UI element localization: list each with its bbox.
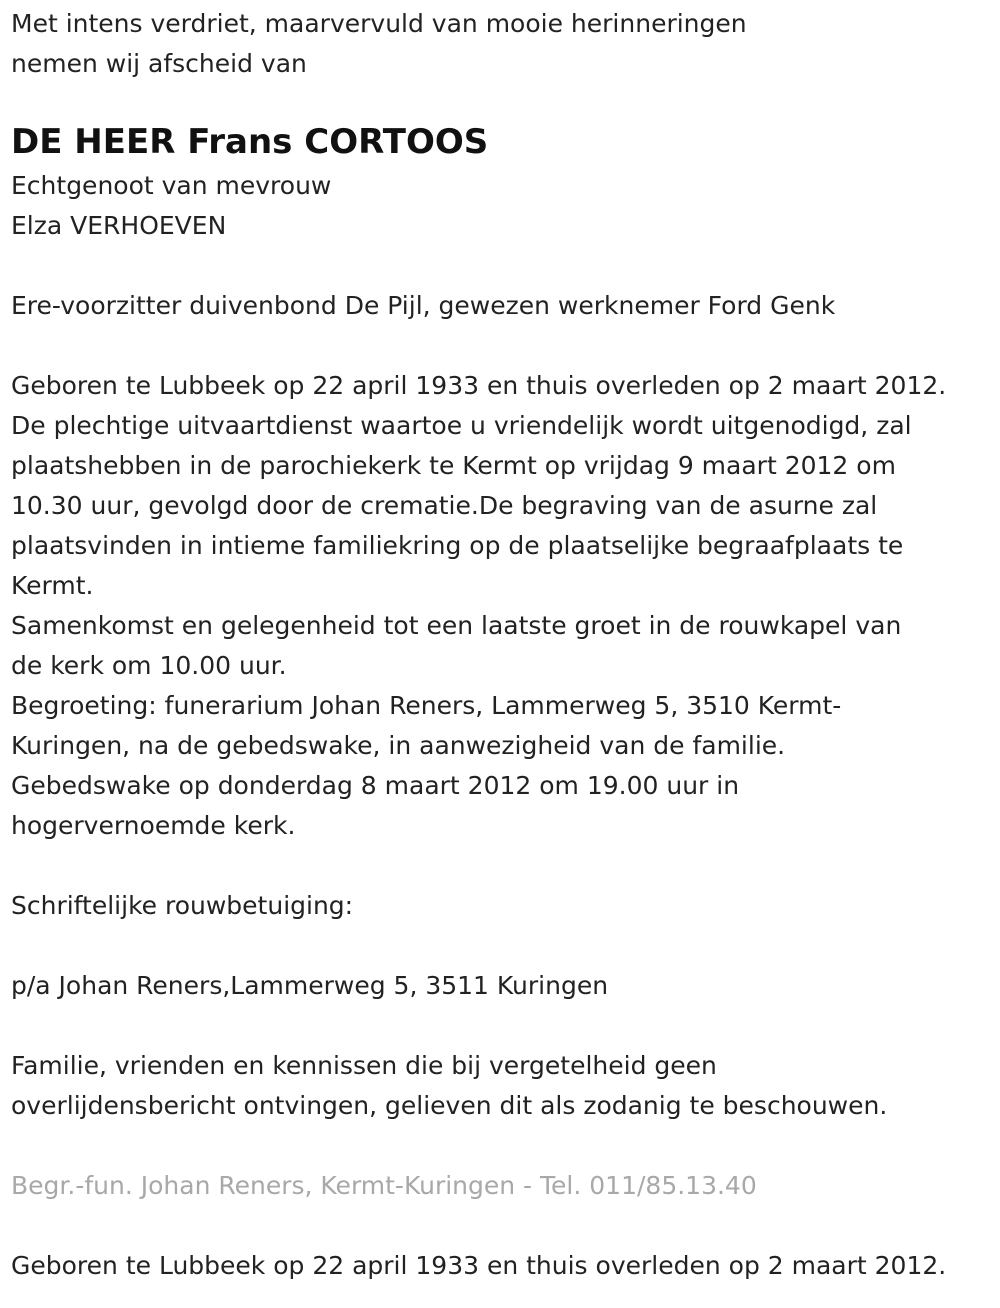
detail-line: Geboren te Lubbeek op 22 april 1933 en thuis overleden op 2 maart 2012. — [11, 371, 947, 400]
funeral-home-contact: Begr.-fun. Johan Reners, Kermt-Kuringen - Tel. 011/85.13.40 — [11, 1171, 757, 1200]
obituary-notice — [11, 4, 996, 1286]
detail-line: Begroeting: funerarium Johan Reners, Lammerweg 5, 3510 Kermt- — [11, 691, 842, 720]
spouse-line-2: Elza VERHOEVEN — [11, 211, 227, 240]
spouse-line-1: Echtgenoot van mevrouw — [11, 171, 332, 200]
spacer — [11, 326, 996, 366]
service-details — [11, 366, 996, 846]
spacer — [11, 1206, 996, 1246]
deceased-name: DE HEER Frans CORTOOS — [11, 122, 489, 162]
spacer — [11, 846, 996, 886]
detail-line: Gebedswake op donderdag 8 maart 2012 om 19.00 uur in — [11, 771, 740, 800]
detail-line: Samenkomst en gelegenheid tot een laatste groet in de rouwkapel van — [11, 611, 902, 640]
condolence-label: Schriftelijke rouwbetuiging: — [11, 891, 354, 920]
detail-line: de kerk om 10.00 uur. — [11, 651, 287, 680]
detail-line: Kermt. — [11, 571, 94, 600]
detail-line: Kuringen, na de gebedswake, in aanwezigheid van de familie. — [11, 731, 786, 760]
occupation-text: Ere-voorzitter duivenbond De Pijl, gewezen werknemer Ford Genk — [11, 291, 836, 320]
detail-line: De plechtige uitvaartdienst waartoe u vriendelijk wordt uitgenodigd, zal — [11, 411, 912, 440]
detail-line: hogervernoemde kerk. — [11, 811, 296, 840]
detail-line: plaatsvinden in intieme familiekring op de plaatselijke begraafplaats te — [11, 531, 904, 560]
spacer — [11, 1006, 996, 1046]
spacer — [11, 926, 996, 966]
spacer — [11, 246, 996, 286]
condolence-address: p/a Johan Reners,Lammerweg 5, 3511 Kuringen — [11, 971, 609, 1000]
spacer — [11, 1126, 996, 1166]
detail-line: 10.30 uur, gevolgd door de crematie.De begraving van de asurne zal — [11, 491, 878, 520]
detail-line: plaatshebben in de parochiekerk te Kermt op vrijdag 9 maart 2012 om — [11, 451, 896, 480]
intro-line-2: nemen wij afscheid van — [11, 49, 307, 78]
footer-birth-death: Geboren te Lubbeek op 22 april 1933 en thuis overleden op 2 maart 2012. — [11, 1251, 947, 1280]
notice-line-1: Familie, vrienden en kennissen die bij vergetelheid geen — [11, 1051, 717, 1080]
notice-line-2: overlijdensbericht ontvingen, gelieven dit als zodanig te beschouwen. — [11, 1091, 888, 1120]
intro-line-1: Met intens verdriet, maarvervuld van mooie herinneringen — [11, 9, 747, 38]
